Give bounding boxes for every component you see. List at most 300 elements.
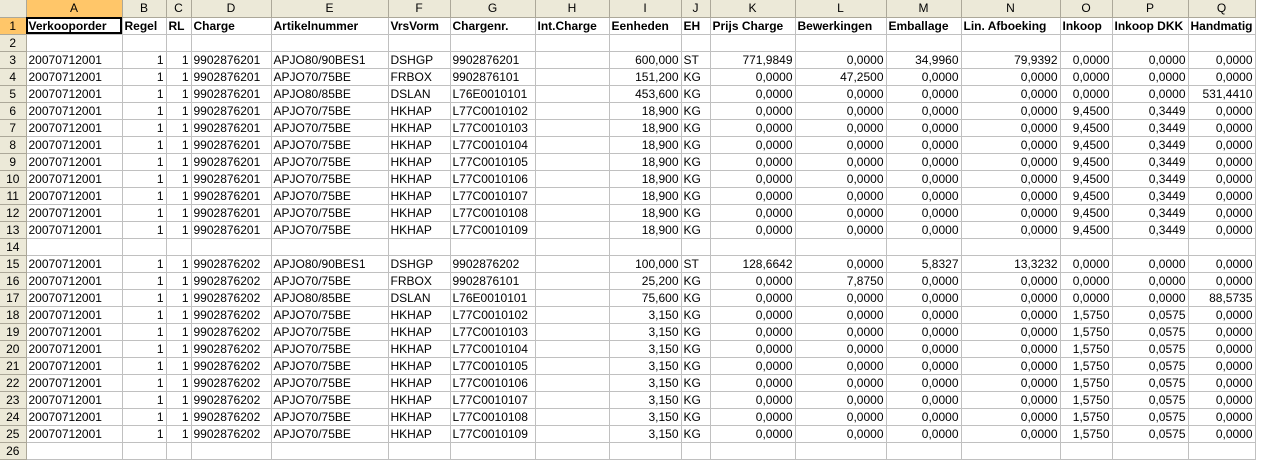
cell-o15[interactable]: 0,0000: [1060, 255, 1112, 272]
cell-p12[interactable]: 0,3449: [1112, 204, 1188, 221]
cell-b19[interactable]: 1: [122, 323, 166, 340]
cell-n14[interactable]: [961, 238, 1060, 255]
cell-g9[interactable]: L77C0010105: [450, 153, 535, 170]
cell-j10[interactable]: KG: [681, 170, 710, 187]
cell-l16[interactable]: 7,8750: [795, 272, 886, 289]
cell-i21[interactable]: 3,150: [609, 357, 681, 374]
row-header[interactable]: 1: [0, 17, 26, 34]
cell-n9[interactable]: 0,0000: [961, 153, 1060, 170]
cell-c8[interactable]: 1: [166, 136, 191, 153]
cell-k1[interactable]: Prijs Charge: [710, 17, 795, 34]
cell-b17[interactable]: 1: [122, 289, 166, 306]
cell-f22[interactable]: HKHAP: [388, 374, 450, 391]
cell-h5[interactable]: [535, 85, 609, 102]
cell-j6[interactable]: KG: [681, 102, 710, 119]
cell-a15[interactable]: 20070712001: [26, 255, 122, 272]
cell-n12[interactable]: 0,0000: [961, 204, 1060, 221]
column-header-e[interactable]: E: [271, 0, 388, 17]
cell-k26[interactable]: [710, 442, 795, 459]
cell-p19[interactable]: 0,0575: [1112, 323, 1188, 340]
cell-a3[interactable]: 20070712001: [26, 51, 122, 68]
cell-f7[interactable]: HKHAP: [388, 119, 450, 136]
cell-c6[interactable]: 1: [166, 102, 191, 119]
column-header-o[interactable]: O: [1060, 0, 1112, 17]
cell-b22[interactable]: 1: [122, 374, 166, 391]
cell-i12[interactable]: 18,900: [609, 204, 681, 221]
cell-n24[interactable]: 0,0000: [961, 408, 1060, 425]
cell-l3[interactable]: 0,0000: [795, 51, 886, 68]
cell-a6[interactable]: 20070712001: [26, 102, 122, 119]
cell-a18[interactable]: 20070712001: [26, 306, 122, 323]
cell-h11[interactable]: [535, 187, 609, 204]
cell-m25[interactable]: 0,0000: [886, 425, 961, 442]
cell-c9[interactable]: 1: [166, 153, 191, 170]
cell-k22[interactable]: 0,0000: [710, 374, 795, 391]
cell-g17[interactable]: L76E0010101: [450, 289, 535, 306]
cell-m13[interactable]: 0,0000: [886, 221, 961, 238]
cell-l14[interactable]: [795, 238, 886, 255]
cell-f21[interactable]: HKHAP: [388, 357, 450, 374]
cell-n8[interactable]: 0,0000: [961, 136, 1060, 153]
cell-n5[interactable]: 0,0000: [961, 85, 1060, 102]
cell-l5[interactable]: 0,0000: [795, 85, 886, 102]
cell-n17[interactable]: 0,0000: [961, 289, 1060, 306]
cell-g1[interactable]: Chargenr.: [450, 17, 535, 34]
cell-n21[interactable]: 0,0000: [961, 357, 1060, 374]
cell-q3[interactable]: 0,0000: [1188, 51, 1255, 68]
cell-b24[interactable]: 1: [122, 408, 166, 425]
cell-a23[interactable]: 20070712001: [26, 391, 122, 408]
cell-g16[interactable]: 9902876101: [450, 272, 535, 289]
cell-h19[interactable]: [535, 323, 609, 340]
cell-o2[interactable]: [1060, 34, 1112, 51]
cell-a20[interactable]: 20070712001: [26, 340, 122, 357]
cell-i20[interactable]: 3,150: [609, 340, 681, 357]
cell-d11[interactable]: 9902876201: [191, 187, 271, 204]
cell-k21[interactable]: 0,0000: [710, 357, 795, 374]
cell-h17[interactable]: [535, 289, 609, 306]
cell-f1[interactable]: VrsVorm: [388, 17, 450, 34]
cell-n19[interactable]: 0,0000: [961, 323, 1060, 340]
cell-o7[interactable]: 9,4500: [1060, 119, 1112, 136]
cell-i5[interactable]: 453,600: [609, 85, 681, 102]
cell-e8[interactable]: APJO70/75BE: [271, 136, 388, 153]
cell-i1[interactable]: Eenheden: [609, 17, 681, 34]
cell-i24[interactable]: 3,150: [609, 408, 681, 425]
cell-g2[interactable]: [450, 34, 535, 51]
cell-b7[interactable]: 1: [122, 119, 166, 136]
cell-f9[interactable]: HKHAP: [388, 153, 450, 170]
row-header[interactable]: 8: [0, 136, 26, 153]
cell-e22[interactable]: APJO70/75BE: [271, 374, 388, 391]
cell-c5[interactable]: 1: [166, 85, 191, 102]
cell-j12[interactable]: KG: [681, 204, 710, 221]
cell-i25[interactable]: 3,150: [609, 425, 681, 442]
cell-l6[interactable]: 0,0000: [795, 102, 886, 119]
cell-m17[interactable]: 0,0000: [886, 289, 961, 306]
cell-d16[interactable]: 9902876202: [191, 272, 271, 289]
cell-e25[interactable]: APJO70/75BE: [271, 425, 388, 442]
column-header-a[interactable]: A: [26, 0, 122, 17]
cell-f5[interactable]: DSLAN: [388, 85, 450, 102]
cell-p20[interactable]: 0,0575: [1112, 340, 1188, 357]
cell-f16[interactable]: FRBOX: [388, 272, 450, 289]
cell-f13[interactable]: HKHAP: [388, 221, 450, 238]
cell-e11[interactable]: APJO70/75BE: [271, 187, 388, 204]
cell-j5[interactable]: KG: [681, 85, 710, 102]
cell-p17[interactable]: 0,0000: [1112, 289, 1188, 306]
cell-c15[interactable]: 1: [166, 255, 191, 272]
cell-o9[interactable]: 9,4500: [1060, 153, 1112, 170]
row-header[interactable]: 7: [0, 119, 26, 136]
cell-m12[interactable]: 0,0000: [886, 204, 961, 221]
cell-c13[interactable]: 1: [166, 221, 191, 238]
cell-q7[interactable]: 0,0000: [1188, 119, 1255, 136]
cell-o14[interactable]: [1060, 238, 1112, 255]
cell-n20[interactable]: 0,0000: [961, 340, 1060, 357]
cell-a14[interactable]: [26, 238, 122, 255]
cell-m3[interactable]: 34,9960: [886, 51, 961, 68]
cell-h16[interactable]: [535, 272, 609, 289]
cell-b16[interactable]: 1: [122, 272, 166, 289]
cell-d13[interactable]: 9902876201: [191, 221, 271, 238]
cell-q18[interactable]: 0,0000: [1188, 306, 1255, 323]
cell-d25[interactable]: 9902876202: [191, 425, 271, 442]
cell-l2[interactable]: [795, 34, 886, 51]
cell-j9[interactable]: KG: [681, 153, 710, 170]
cell-p18[interactable]: 0,0575: [1112, 306, 1188, 323]
cell-p13[interactable]: 0,3449: [1112, 221, 1188, 238]
cell-h24[interactable]: [535, 408, 609, 425]
cell-m20[interactable]: 0,0000: [886, 340, 961, 357]
cell-g19[interactable]: L77C0010103: [450, 323, 535, 340]
cell-j26[interactable]: [681, 442, 710, 459]
cell-k3[interactable]: 771,9849: [710, 51, 795, 68]
column-header-d[interactable]: D: [191, 0, 271, 17]
cell-e13[interactable]: APJO70/75BE: [271, 221, 388, 238]
cell-o22[interactable]: 1,5750: [1060, 374, 1112, 391]
cell-j16[interactable]: KG: [681, 272, 710, 289]
cell-k16[interactable]: 0,0000: [710, 272, 795, 289]
cell-d4[interactable]: 9902876201: [191, 68, 271, 85]
cell-i3[interactable]: 600,000: [609, 51, 681, 68]
cell-q9[interactable]: 0,0000: [1188, 153, 1255, 170]
cell-l8[interactable]: 0,0000: [795, 136, 886, 153]
cell-k20[interactable]: 0,0000: [710, 340, 795, 357]
cell-q22[interactable]: 0,0000: [1188, 374, 1255, 391]
cell-p16[interactable]: 0,0000: [1112, 272, 1188, 289]
cell-i22[interactable]: 3,150: [609, 374, 681, 391]
cell-i2[interactable]: [609, 34, 681, 51]
cell-m19[interactable]: 0,0000: [886, 323, 961, 340]
cell-j8[interactable]: KG: [681, 136, 710, 153]
row-header[interactable]: 24: [0, 408, 26, 425]
cell-m9[interactable]: 0,0000: [886, 153, 961, 170]
cell-j1[interactable]: EH: [681, 17, 710, 34]
cell-e18[interactable]: APJO70/75BE: [271, 306, 388, 323]
cell-p2[interactable]: [1112, 34, 1188, 51]
cell-p9[interactable]: 0,3449: [1112, 153, 1188, 170]
column-header-i[interactable]: I: [609, 0, 681, 17]
cell-a10[interactable]: 20070712001: [26, 170, 122, 187]
cell-j3[interactable]: ST: [681, 51, 710, 68]
cell-k18[interactable]: 0,0000: [710, 306, 795, 323]
cell-k10[interactable]: 0,0000: [710, 170, 795, 187]
cell-g21[interactable]: L77C0010105: [450, 357, 535, 374]
cell-p3[interactable]: 0,0000: [1112, 51, 1188, 68]
cell-p8[interactable]: 0,3449: [1112, 136, 1188, 153]
cell-g11[interactable]: L77C0010107: [450, 187, 535, 204]
cell-i10[interactable]: 18,900: [609, 170, 681, 187]
cell-i14[interactable]: [609, 238, 681, 255]
cell-d5[interactable]: 9902876201: [191, 85, 271, 102]
cell-f25[interactable]: HKHAP: [388, 425, 450, 442]
cell-g24[interactable]: L77C0010108: [450, 408, 535, 425]
cell-m4[interactable]: 0,0000: [886, 68, 961, 85]
cell-m26[interactable]: [886, 442, 961, 459]
cell-e7[interactable]: APJO70/75BE: [271, 119, 388, 136]
cell-j15[interactable]: ST: [681, 255, 710, 272]
cell-o26[interactable]: [1060, 442, 1112, 459]
row-header[interactable]: 3: [0, 51, 26, 68]
cell-a13[interactable]: 20070712001: [26, 221, 122, 238]
cell-f6[interactable]: HKHAP: [388, 102, 450, 119]
cell-k12[interactable]: 0,0000: [710, 204, 795, 221]
cell-o21[interactable]: 1,5750: [1060, 357, 1112, 374]
cell-f10[interactable]: HKHAP: [388, 170, 450, 187]
cell-h15[interactable]: [535, 255, 609, 272]
cell-o18[interactable]: 1,5750: [1060, 306, 1112, 323]
cell-e19[interactable]: APJO70/75BE: [271, 323, 388, 340]
cell-b21[interactable]: 1: [122, 357, 166, 374]
cell-h7[interactable]: [535, 119, 609, 136]
cell-k24[interactable]: 0,0000: [710, 408, 795, 425]
cell-c2[interactable]: [166, 34, 191, 51]
cell-d14[interactable]: [191, 238, 271, 255]
cell-h4[interactable]: [535, 68, 609, 85]
cell-f23[interactable]: HKHAP: [388, 391, 450, 408]
cell-m11[interactable]: 0,0000: [886, 187, 961, 204]
cell-q20[interactable]: 0,0000: [1188, 340, 1255, 357]
cell-k4[interactable]: 0,0000: [710, 68, 795, 85]
cell-p23[interactable]: 0,0575: [1112, 391, 1188, 408]
cell-a24[interactable]: 20070712001: [26, 408, 122, 425]
cell-f4[interactable]: FRBOX: [388, 68, 450, 85]
cell-h14[interactable]: [535, 238, 609, 255]
cell-a4[interactable]: 20070712001: [26, 68, 122, 85]
cell-g23[interactable]: L77C0010107: [450, 391, 535, 408]
cell-c7[interactable]: 1: [166, 119, 191, 136]
cell-h2[interactable]: [535, 34, 609, 51]
cell-q2[interactable]: [1188, 34, 1255, 51]
cell-a1[interactable]: Verkooporder: [26, 17, 122, 34]
cell-q8[interactable]: 0,0000: [1188, 136, 1255, 153]
cell-p21[interactable]: 0,0575: [1112, 357, 1188, 374]
cell-q14[interactable]: [1188, 238, 1255, 255]
cell-e17[interactable]: APJO80/85BE: [271, 289, 388, 306]
cell-m16[interactable]: 0,0000: [886, 272, 961, 289]
cell-m21[interactable]: 0,0000: [886, 357, 961, 374]
cell-o16[interactable]: 0,0000: [1060, 272, 1112, 289]
cell-l21[interactable]: 0,0000: [795, 357, 886, 374]
cell-e20[interactable]: APJO70/75BE: [271, 340, 388, 357]
cell-j13[interactable]: KG: [681, 221, 710, 238]
cell-g10[interactable]: L77C0010106: [450, 170, 535, 187]
cell-b14[interactable]: [122, 238, 166, 255]
cell-k7[interactable]: 0,0000: [710, 119, 795, 136]
cell-b9[interactable]: 1: [122, 153, 166, 170]
cell-l23[interactable]: 0,0000: [795, 391, 886, 408]
cell-i4[interactable]: 151,200: [609, 68, 681, 85]
cell-o20[interactable]: 1,5750: [1060, 340, 1112, 357]
row-header[interactable]: 20: [0, 340, 26, 357]
cell-g14[interactable]: [450, 238, 535, 255]
row-header[interactable]: 23: [0, 391, 26, 408]
cell-d7[interactable]: 9902876201: [191, 119, 271, 136]
cell-l1[interactable]: Bewerkingen: [795, 17, 886, 34]
cell-b26[interactable]: [122, 442, 166, 459]
column-header-n[interactable]: N: [961, 0, 1060, 17]
column-header-b[interactable]: B: [122, 0, 166, 17]
cell-m18[interactable]: 0,0000: [886, 306, 961, 323]
cell-c26[interactable]: [166, 442, 191, 459]
cell-o12[interactable]: 9,4500: [1060, 204, 1112, 221]
cell-q26[interactable]: [1188, 442, 1255, 459]
cell-l18[interactable]: 0,0000: [795, 306, 886, 323]
cell-b6[interactable]: 1: [122, 102, 166, 119]
row-header[interactable]: 18: [0, 306, 26, 323]
cell-e16[interactable]: APJO70/75BE: [271, 272, 388, 289]
cell-a11[interactable]: 20070712001: [26, 187, 122, 204]
cell-n6[interactable]: 0,0000: [961, 102, 1060, 119]
cell-h3[interactable]: [535, 51, 609, 68]
column-header-q[interactable]: Q: [1188, 0, 1255, 17]
row-header[interactable]: 25: [0, 425, 26, 442]
column-header-p[interactable]: P: [1112, 0, 1188, 17]
cell-b13[interactable]: 1: [122, 221, 166, 238]
cell-l25[interactable]: 0,0000: [795, 425, 886, 442]
cell-j19[interactable]: KG: [681, 323, 710, 340]
cell-p10[interactable]: 0,3449: [1112, 170, 1188, 187]
cell-c22[interactable]: 1: [166, 374, 191, 391]
cell-j21[interactable]: KG: [681, 357, 710, 374]
cell-j11[interactable]: KG: [681, 187, 710, 204]
cell-q10[interactable]: 0,0000: [1188, 170, 1255, 187]
cell-f19[interactable]: HKHAP: [388, 323, 450, 340]
cell-m1[interactable]: Emballage: [886, 17, 961, 34]
cell-m23[interactable]: 0,0000: [886, 391, 961, 408]
cell-g12[interactable]: L77C0010108: [450, 204, 535, 221]
cell-b20[interactable]: 1: [122, 340, 166, 357]
row-header[interactable]: 21: [0, 357, 26, 374]
cell-i15[interactable]: 100,000: [609, 255, 681, 272]
cell-f14[interactable]: [388, 238, 450, 255]
cell-j17[interactable]: KG: [681, 289, 710, 306]
cell-i7[interactable]: 18,900: [609, 119, 681, 136]
cell-c25[interactable]: 1: [166, 425, 191, 442]
cell-i17[interactable]: 75,600: [609, 289, 681, 306]
cell-f17[interactable]: DSLAN: [388, 289, 450, 306]
cell-d20[interactable]: 9902876202: [191, 340, 271, 357]
cell-j22[interactable]: KG: [681, 374, 710, 391]
cell-c17[interactable]: 1: [166, 289, 191, 306]
cell-b10[interactable]: 1: [122, 170, 166, 187]
cell-g25[interactable]: L77C0010109: [450, 425, 535, 442]
column-header-f[interactable]: F: [388, 0, 450, 17]
cell-e2[interactable]: [271, 34, 388, 51]
column-header-g[interactable]: G: [450, 0, 535, 17]
cell-k11[interactable]: 0,0000: [710, 187, 795, 204]
cell-n25[interactable]: 0,0000: [961, 425, 1060, 442]
cell-c21[interactable]: 1: [166, 357, 191, 374]
cell-a19[interactable]: 20070712001: [26, 323, 122, 340]
cell-p26[interactable]: [1112, 442, 1188, 459]
cell-p1[interactable]: Inkoop DKK: [1112, 17, 1188, 34]
cell-e15[interactable]: APJO80/90BES1: [271, 255, 388, 272]
cell-m22[interactable]: 0,0000: [886, 374, 961, 391]
cell-g5[interactable]: L76E0010101: [450, 85, 535, 102]
cell-j7[interactable]: KG: [681, 119, 710, 136]
cell-e10[interactable]: APJO70/75BE: [271, 170, 388, 187]
cell-j23[interactable]: KG: [681, 391, 710, 408]
cell-c19[interactable]: 1: [166, 323, 191, 340]
cell-e21[interactable]: APJO70/75BE: [271, 357, 388, 374]
cell-a8[interactable]: 20070712001: [26, 136, 122, 153]
cell-c23[interactable]: 1: [166, 391, 191, 408]
cell-b1[interactable]: Regel: [122, 17, 166, 34]
cell-o11[interactable]: 9,4500: [1060, 187, 1112, 204]
cell-q23[interactable]: 0,0000: [1188, 391, 1255, 408]
cell-m6[interactable]: 0,0000: [886, 102, 961, 119]
row-header[interactable]: 16: [0, 272, 26, 289]
cell-g18[interactable]: L77C0010102: [450, 306, 535, 323]
cell-d8[interactable]: 9902876201: [191, 136, 271, 153]
row-header[interactable]: 6: [0, 102, 26, 119]
cell-d2[interactable]: [191, 34, 271, 51]
cell-q21[interactable]: 0,0000: [1188, 357, 1255, 374]
cell-a9[interactable]: 20070712001: [26, 153, 122, 170]
cell-n22[interactable]: 0,0000: [961, 374, 1060, 391]
cell-h26[interactable]: [535, 442, 609, 459]
cell-f12[interactable]: HKHAP: [388, 204, 450, 221]
cell-j2[interactable]: [681, 34, 710, 51]
cell-f3[interactable]: DSHGP: [388, 51, 450, 68]
cell-c18[interactable]: 1: [166, 306, 191, 323]
cell-h9[interactable]: [535, 153, 609, 170]
row-header[interactable]: 4: [0, 68, 26, 85]
cell-b23[interactable]: 1: [122, 391, 166, 408]
row-header[interactable]: 5: [0, 85, 26, 102]
cell-e24[interactable]: APJO70/75BE: [271, 408, 388, 425]
cell-n11[interactable]: 0,0000: [961, 187, 1060, 204]
cell-d26[interactable]: [191, 442, 271, 459]
cell-p14[interactable]: [1112, 238, 1188, 255]
cell-j4[interactable]: KG: [681, 68, 710, 85]
cell-a22[interactable]: 20070712001: [26, 374, 122, 391]
row-header[interactable]: 13: [0, 221, 26, 238]
cell-k13[interactable]: 0,0000: [710, 221, 795, 238]
cell-q13[interactable]: 0,0000: [1188, 221, 1255, 238]
cell-g22[interactable]: L77C0010106: [450, 374, 535, 391]
cell-d18[interactable]: 9902876202: [191, 306, 271, 323]
cell-h22[interactable]: [535, 374, 609, 391]
cell-l19[interactable]: 0,0000: [795, 323, 886, 340]
cell-m5[interactable]: 0,0000: [886, 85, 961, 102]
cell-j20[interactable]: KG: [681, 340, 710, 357]
cell-h23[interactable]: [535, 391, 609, 408]
cell-j24[interactable]: KG: [681, 408, 710, 425]
cell-b18[interactable]: 1: [122, 306, 166, 323]
